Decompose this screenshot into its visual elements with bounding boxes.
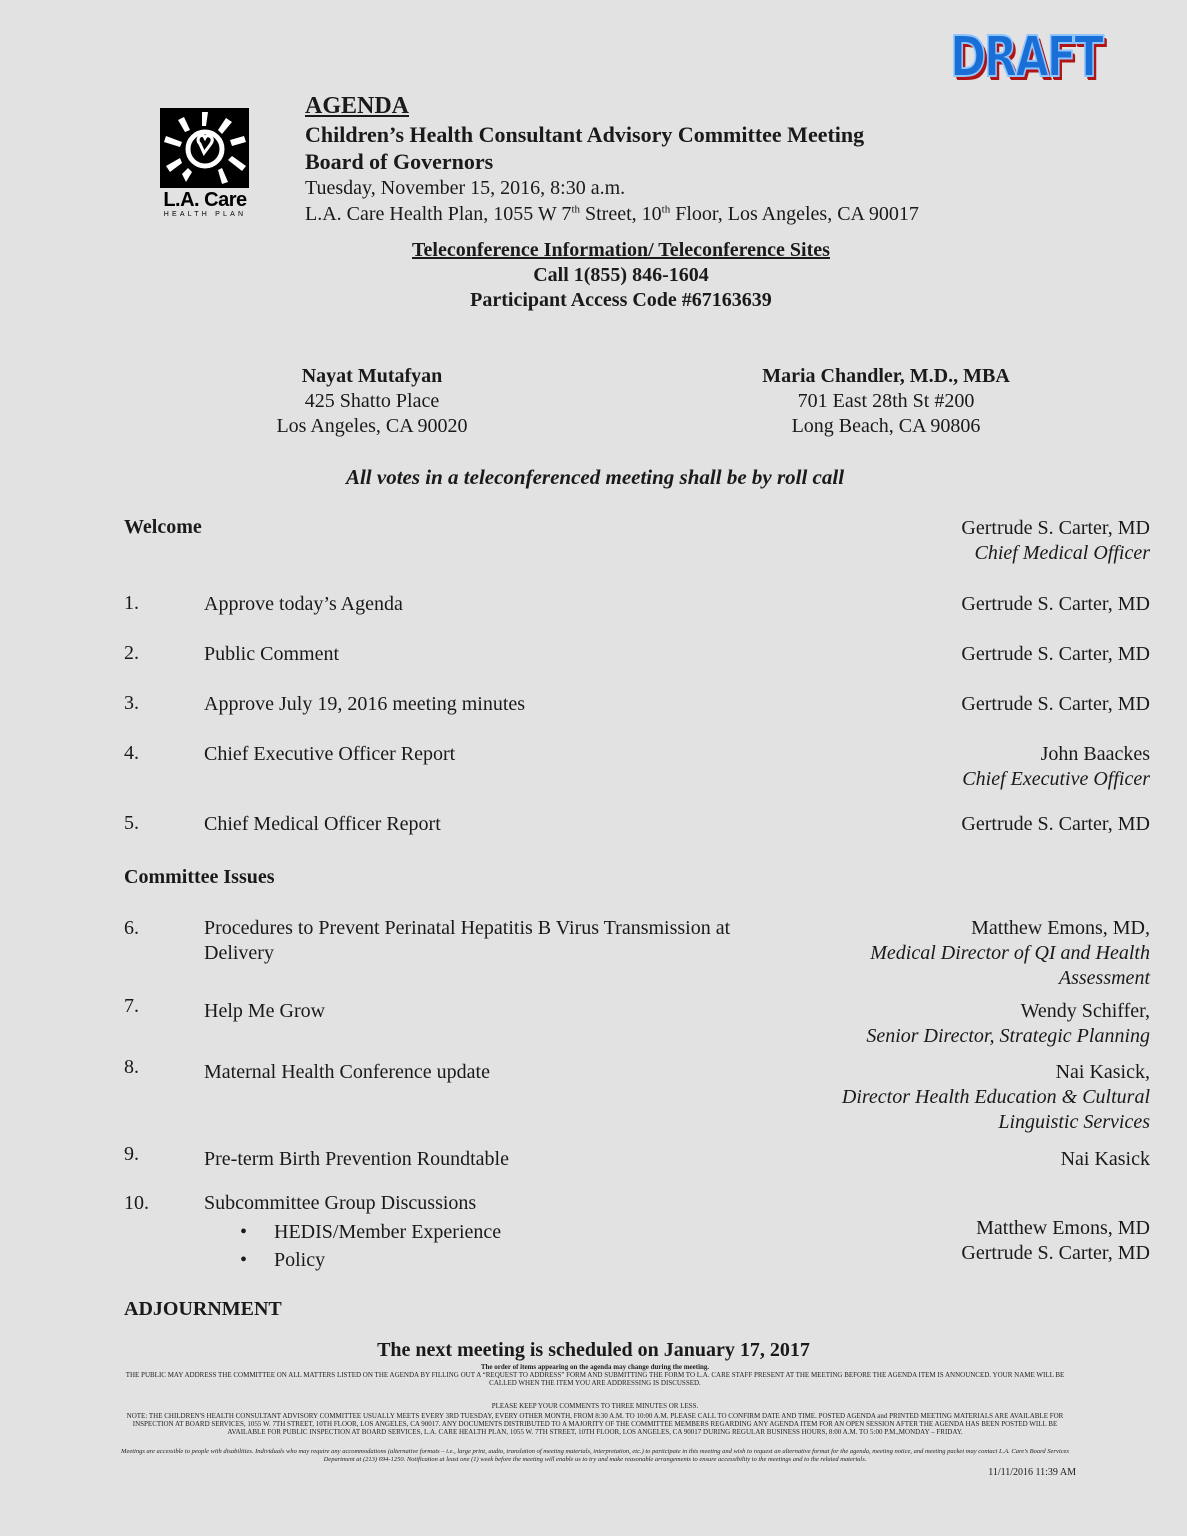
agenda-item-5: Chief Medical Officer Report [204, 813, 441, 835]
item-5-presenter: Gertrude S. Carter, MD [961, 813, 1150, 835]
public-address-note: THE PUBLIC MAY ADDRESS THE COMMITTEE ON ALL MATTERS LISTED ON THE AGENDA BY FILLING OUT A “REQUEST TO ADDRESS” FORM AND SUBMITTING THE FORM TO L.A. CARE STAFF PRESENT AT THE MEETING BEFORE THE AGENDA ITEM IS ANNOUNCED. YOUR NAME WILL BE CALLED WHEN THE ITEM YOU ARE ADDRESSING IS DISCUSSED. [125, 1371, 1065, 1387]
item-10-presenters: Matthew Emons, MD Gertrude S. Carter, MD [961, 1217, 1150, 1264]
item-number: 1. [124, 592, 139, 614]
sun-heart-icon [160, 108, 249, 188]
site-name: Nayat Mutafyan [301, 365, 443, 387]
la-care-logo [160, 108, 250, 219]
agenda-item-1: Approve today’s Agenda [204, 593, 403, 615]
logo-name: L.A. Care [163, 189, 247, 211]
section-adjournment: ADJOURNMENT [124, 1298, 282, 1320]
print-timestamp: 11/11/2016 11:39 AM [988, 1467, 1076, 1478]
item-2-presenter: Gertrude S. Carter, MD [961, 643, 1150, 665]
item-number: 2. [124, 642, 139, 664]
item-number: 7. [124, 995, 139, 1017]
item-4-presenter: John Baackes Chief Executive Officer [962, 743, 1150, 790]
site-address: 425 Shatto Place [304, 390, 440, 412]
item-number: 3. [124, 692, 139, 714]
subitem-hedis: • HEDIS/Member Experience [240, 1218, 501, 1246]
item-3-presenter: Gertrude S. Carter, MD [961, 693, 1150, 715]
meeting-datetime: Tuesday, November 15, 2016, 8:30 a.m. [305, 177, 626, 199]
teleconference-site-1 [222, 364, 522, 439]
agenda-item-2: Public Comment [204, 643, 339, 665]
accessibility-note: Meetings are accessible to people with disabilities. Individuals who may require any accommodations (alternative formats – i.e., large print, audio, translation of meeting materials, interpretation, etc.) to participate in this meeting and wish to request an alternative format for the agenda, meeting notice, and meeting packet may contact L.A. Care’s Board Services Department at (213) 694-1250. Notification at least one (1) week before the meeting will enable us to try and make reasonable arrangements to ensure accessibility to the meetings and to the related materials. [121, 1448, 1069, 1463]
subitem-policy: • Policy [240, 1246, 325, 1274]
agenda-item-8: Maternal Health Conference update [204, 1061, 490, 1083]
next-meeting: The next meeting is scheduled on January 17, 2017 [377, 1339, 810, 1361]
site-address: 701 East 28th St #200 [797, 390, 975, 412]
welcome-presenter: Gertrude S. Carter, MD Chief Medical Officer [961, 517, 1150, 564]
agenda-item-6: Procedures to Prevent Perinatal Hepatitis B Virus Transmission at Delivery [204, 917, 731, 964]
agenda-item-3: Approve July 19, 2016 meeting minutes [204, 693, 526, 715]
bullet-icon: • [240, 1249, 248, 1271]
item-1-presenter: Gertrude S. Carter, MD [961, 593, 1150, 615]
logo-subtitle: HEALTH PLAN [163, 211, 247, 218]
section-welcome: Welcome [124, 516, 202, 538]
meeting-location: L.A. Care Health Plan, 1055 W 7th Street, 10th Floor, Los Angeles, CA 90017 [305, 203, 919, 225]
item-number: 9. [124, 1143, 139, 1165]
keep-comments-note: PLEASE KEEP YOUR COMMENTS TO THREE MINUTES OR LESS. [491, 1402, 699, 1410]
site-city: Long Beach, CA 90806 [791, 415, 981, 437]
item-8-presenter: Nai Kasick, Director Health Education & Cultural Linguistic Services [841, 1061, 1150, 1133]
item-number: 5. [124, 812, 139, 834]
agenda-item-7: Help Me Grow [204, 1000, 326, 1022]
site-city: Los Angeles, CA 90020 [276, 415, 468, 437]
item-9-presenter: Nai Kasick [1060, 1148, 1150, 1170]
page-title: AGENDA [305, 93, 410, 119]
item-7-presenter: Wendy Schiffer, Senior Director, Strategic Planning [866, 1000, 1150, 1047]
bullet-icon: • [240, 1221, 248, 1243]
order-note: The order of items appearing on the agenda may change during the meeting. [480, 1363, 710, 1371]
meeting-schedule-note: NOTE: THE CHILDREN'S HEALTH CONSULTANT ADVISORY COMMITTEE USUALLY MEETS EVERY 3RD TUESDAY, EVERY OTHER MONTH, FROM 8:30 A.M. TO 10:00 A.M. PLEASE CALL TO CONFIRM DATE AND TIME. POSTED AGENDA and PRINTED MEETING MATERIALS ARE AVAILABLE FOR INSPECTION AT BOARD SERVICES, 1055 W. 7TH STREET, 10TH FLOOR, LOS ANGELES, CA 90017. ANY DOCUMENTS DISTRIBUTED TO A MAJORITY OF THE COMMITTEE MEMBERS REGARDING ANY AGENDA ITEM FOR AN OPEN SESSION AFTER THE AGENDA HAS BEEN POSTED WILL BE AVAILABLE FOR PUBLIC INSPECTION AT BOARD SERVICES, L.A. CARE HEALTH PLAN, 1055 W. 7TH STREET, 10TH FLOOR, LOS ANGELES, CA 90017 DURING REGULAR BUSINESS HOURS, 8:00 A.M. TO 5:00 P.M.,MONDAY – FRIDAY. [126, 1412, 1064, 1436]
item-number: 8. [124, 1056, 139, 1078]
roll-call-notice: All votes in a teleconferenced meeting shall be by roll call [345, 465, 845, 489]
item-6-presenter: Matthew Emons, MD, Medical Director of QI and Health Assessment [870, 917, 1150, 989]
teleconference-title: Teleconference Information/ Teleconference Sites [412, 239, 830, 261]
committee-name: Children’s Health Consultant Advisory Committee Meeting [305, 122, 865, 147]
access-code: Participant Access Code #67163639 [470, 289, 772, 311]
site-name: Maria Chandler, M.D., MBA [762, 365, 1010, 387]
agenda-item-4: Chief Executive Officer Report [204, 743, 456, 765]
board-name: Board of Governors [305, 149, 494, 174]
item-number: 6. [124, 917, 139, 939]
draft-stamp: DRAFT [950, 25, 1102, 90]
call-number: Call 1(855) 846-1604 [533, 264, 709, 286]
item-number: 10. [124, 1192, 149, 1214]
teleconference-info [0, 238, 1187, 313]
section-committee-issues: Committee Issues [124, 866, 275, 888]
teleconference-site-2 [728, 364, 1044, 439]
agenda-item-9: Pre-term Birth Prevention Roundtable [204, 1148, 509, 1170]
agenda-header [305, 91, 919, 227]
item-number: 4. [124, 742, 139, 764]
agenda-item-10: Subcommittee Group Discussions [204, 1192, 477, 1214]
